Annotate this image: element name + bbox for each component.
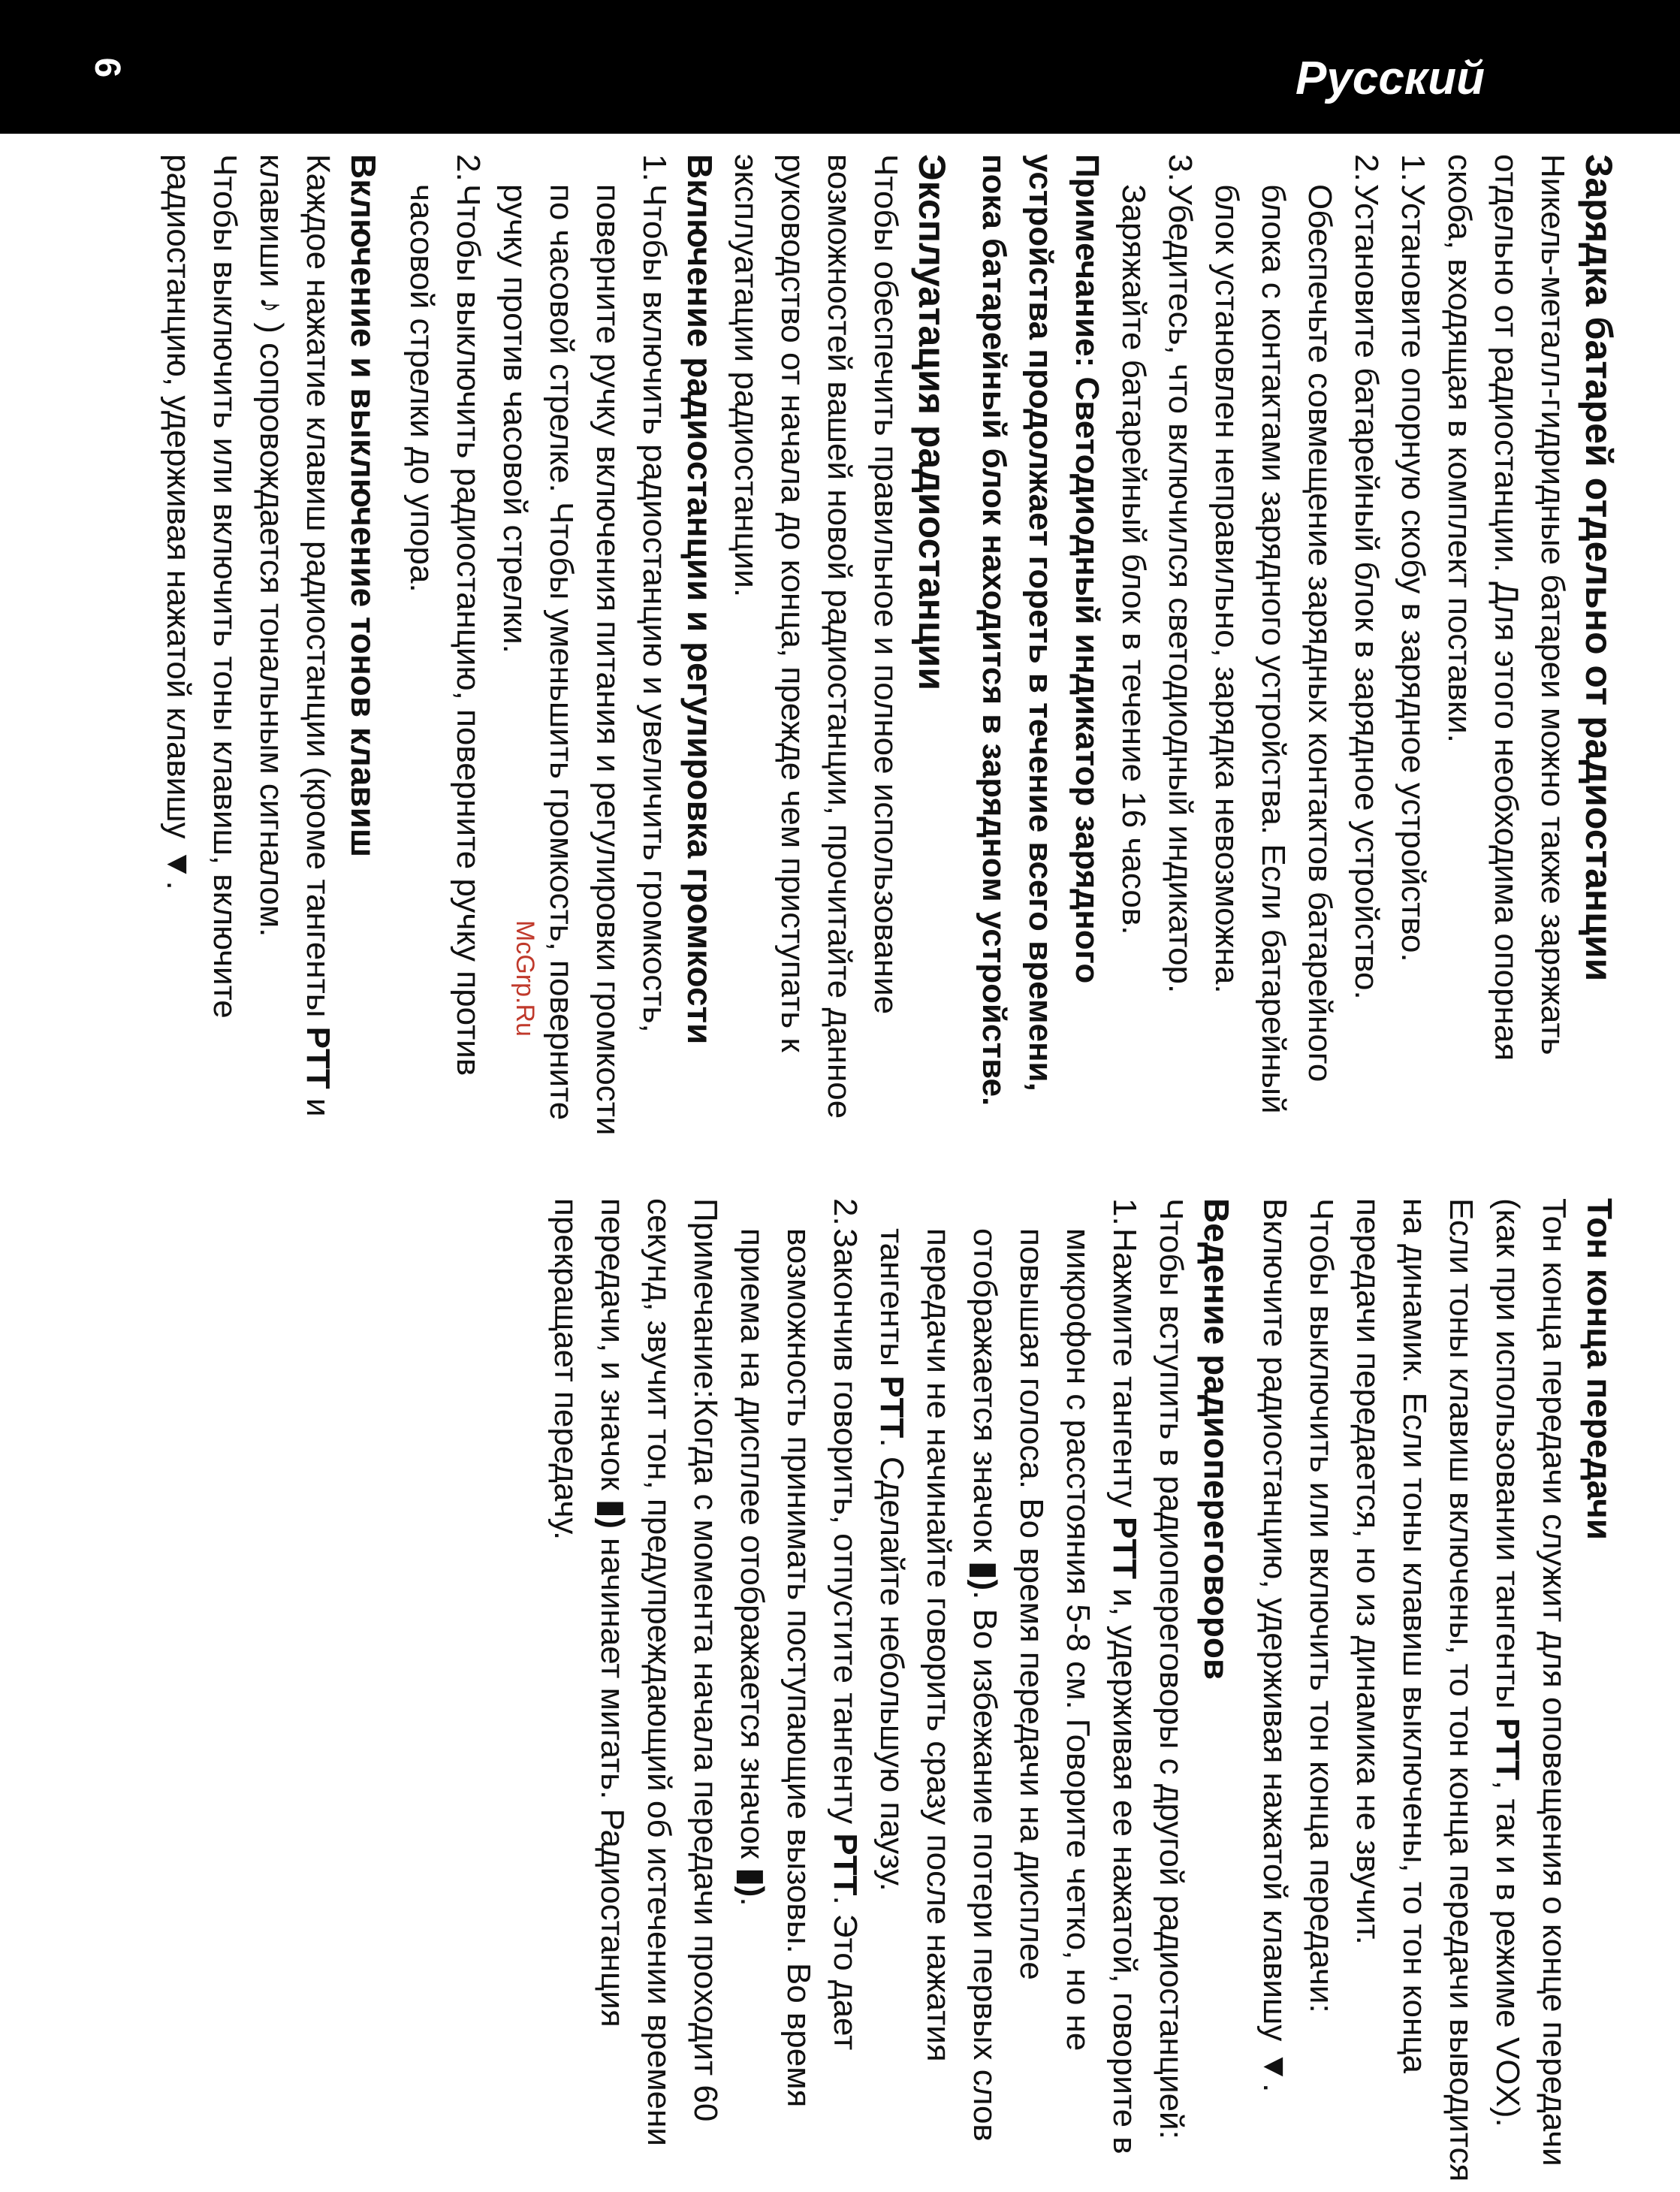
charging-note (970, 154, 1110, 1146)
list-item (868, 1198, 1148, 2182)
receive-icon: ▮) (734, 1867, 771, 1898)
text-fragment: Нажмите тангенту (1106, 1228, 1143, 1508)
page-number: 6 (87, 57, 127, 78)
step-number: 2. (1348, 154, 1385, 182)
left-column (38, 154, 1622, 1146)
text-fragment: Чтобы выключить или включить тоны клавиш, включите радиостанцию, удерживая нажатой клавишу (160, 154, 243, 1019)
down-arrow-icon: ▼ (1256, 2050, 1293, 2084)
step-text (868, 1228, 1148, 2182)
step-text (728, 1228, 868, 2182)
end-tone-p1 (1344, 1198, 1577, 2182)
step-text: Убедитесь, что включился светодиодный индикатор. Заряжайте батарейный блок в течение 16 часов. (1115, 184, 1199, 994)
text-fragment: Когда с момента начала передачи проходит 60 секунд, звучит тон, предупреждающий об истечении времени передачи, и значок (594, 1198, 724, 2147)
key-tones-title: Включение и выключение тонов клавиш (344, 154, 383, 858)
note-label: Примечание: (687, 1198, 724, 1399)
transmit-icon: ▮) (967, 1561, 1003, 1591)
language-label: Русский (1295, 53, 1485, 104)
volume-title: Включение радиостанции и регулировка громкости (680, 154, 719, 1045)
text-fragment: . (734, 1897, 771, 1907)
text-fragment: Тон конца передачи служит для оповещения о конце передачи (как при использовании тангенты (1489, 1198, 1573, 2166)
watermark: McGrp.Ru (511, 920, 539, 1037)
text-fragment: . Во избежание потери первых слов передачи не начинайте говорить сразу после нажатия тангенты (873, 1228, 1003, 2142)
step-number: 1. (1106, 1198, 1143, 1226)
text-fragment: Закончив говорить, отпустите тангенту (827, 1228, 864, 1825)
charging-intro: Никель-металл-гидридные батареи можно также заряжать отдельно от радиостанции. Для этого необходима опорная скоба, входящая в комплект поставки. (1441, 154, 1571, 1061)
end-tone-p2: Чтобы выключить или включить тон конца передачи: (1303, 1198, 1340, 2013)
text-fragment: . Это дает возможность принимать поступающие вызовы. Во время приема на дисплее отображается значок (734, 1228, 864, 2108)
step-number: 2. (450, 154, 487, 182)
text-fragment: начинает мигать. Радиостанция прекращает передачу. (547, 1198, 631, 2027)
ptt-label: PTT (1106, 1517, 1143, 1580)
music-note-icon: ♪ (253, 296, 290, 313)
note-label: Примечание: (1069, 154, 1105, 368)
text-fragment: . Сделайте небольшую паузу. (873, 1438, 910, 1892)
list-item (728, 1198, 868, 2182)
text-fragment: ) сопровождается тональным сигналом. (253, 322, 290, 937)
step-text: Чтобы включить радиостанцию и увеличить громкость, поверните ручку включения питания и регулировки громкости по часовой стрелке. Чтобы уменьшить громкость, поверните ручку против часовой стрелки. (496, 184, 673, 1136)
step-number: 1. (1395, 154, 1431, 182)
conversation-intro: Чтобы вступить в радиопереговоры с другой радиостанцией: (1153, 1198, 1190, 2139)
ptt-label: PTT (300, 1026, 336, 1089)
text-fragment: Включите радиостанцию, удерживая нажатой клавишу (1256, 1198, 1293, 2042)
conversation-title: Ведение радиопереговоров (1197, 1198, 1236, 1680)
text-fragment: . (1256, 2083, 1293, 2093)
text-fragment: и клавиши (253, 154, 336, 1117)
ptt-label: PTT (1489, 1717, 1526, 1781)
step-text: Установите батарейный блок в зарядное устройство. Обеспечьте совмещение зарядных контактов батарейного блока с контактами зарядного устройства. Если батарейный блок установлен неправильно, зарядка невозможна. (1208, 184, 1385, 1114)
step-text: Чтобы выключить радиостанцию, поверните ручку против часовой стрелки до упора. (403, 184, 487, 1076)
end-tone-p3 (1251, 1198, 1298, 2182)
list-item (1389, 154, 1436, 1146)
right-column (38, 1198, 1622, 2182)
ptt-label: PTT (873, 1375, 910, 1439)
charging-title: Зарядка батарей отдельно от радиостанции (1578, 154, 1620, 982)
key-tones-p1 (248, 154, 341, 1146)
down-arrow-icon: ▼ (160, 847, 197, 881)
note-text: Светодиодный индикатор зарядного устройства продолжает гореть в течение всего времени, пока батарейный блок находится в зарядном устройстве. (976, 154, 1105, 1107)
text-fragment: Каждое нажатие клавиш радиостанции (кроме тангенты (300, 154, 336, 1018)
text-fragment: и, удерживая ее нажатой, говорите в микрофон с расстояния 5-8 см. Говорите четко, но не повышая голоса. Во время передачи на дисплее отображается значок (967, 1228, 1143, 2154)
rotated-content (38, 154, 1622, 2182)
list-item (1203, 154, 1389, 1146)
text-fragment: , так и в режиме VOX). Если тоны клавиш включены, то тон конца передачи выводится на динамик. Если тоны клавиш выключены, то тон конца передачи передается, но из динамика не звучит. (1350, 1198, 1526, 2182)
step-text: Установите опорную скобу в зарядное устройство. (1395, 184, 1431, 962)
step-number: 2. (827, 1198, 864, 1226)
list-item (1110, 154, 1203, 1146)
end-tone-title: Тон конца передачи (1580, 1198, 1619, 1541)
transmit-icon: ▮) (594, 1499, 631, 1529)
ptt-label: PTT (827, 1833, 864, 1896)
operation-text: Чтобы обеспечить правильное и полное использование возможностей вашей новой радиостанции, прочитайте данное руководство от начала до конца, прежде чем приступать к эксплуатации радиостанции. (728, 154, 904, 1119)
text-fragment: . (160, 880, 197, 890)
step-number: 1. (636, 154, 673, 182)
conversation-note (542, 1198, 728, 2182)
step-number: 3. (1162, 154, 1199, 182)
operation-title: Эксплуатация радиостанции (911, 154, 953, 691)
list-item (398, 154, 491, 1146)
key-tones-p2 (155, 154, 248, 1146)
